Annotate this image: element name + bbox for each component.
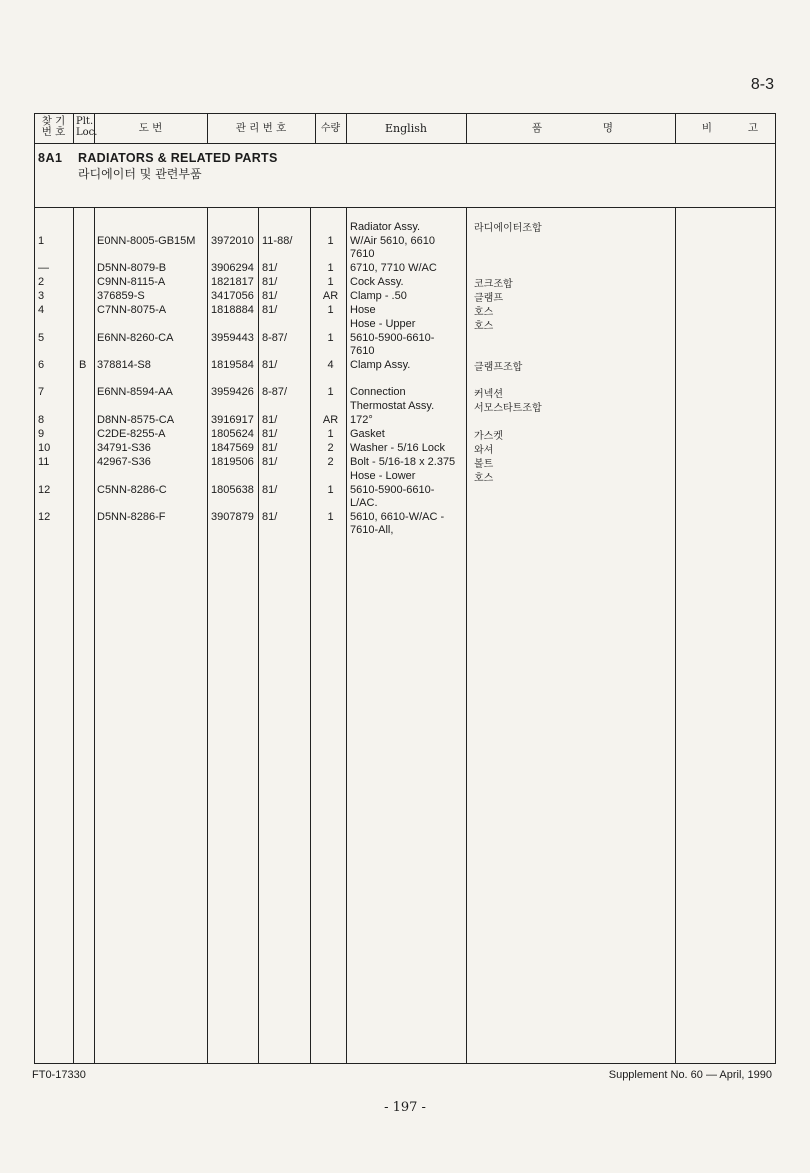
english-desc: Connection xyxy=(350,386,406,398)
korean-desc: 호스 xyxy=(474,321,494,332)
effective-date: 81/ xyxy=(262,359,278,371)
effective-date: 8-87/ xyxy=(262,332,288,344)
mgmt-no: 1805638 xyxy=(211,484,254,496)
header-korean-1: 품 xyxy=(531,122,543,134)
col-divider xyxy=(675,113,676,143)
part-no: C2DE-8255-A xyxy=(97,428,166,440)
english-desc: Clamp - .50 xyxy=(350,290,407,302)
ref-no: 10 xyxy=(38,442,51,454)
header-plt-line2: Loc. xyxy=(76,127,98,138)
quantity: 1 xyxy=(327,511,334,523)
col-divider xyxy=(207,207,208,1064)
quantity: 1 xyxy=(327,332,334,344)
english-desc: 172° xyxy=(350,414,373,426)
mgmt-no: 3417056 xyxy=(211,290,254,302)
quantity: 1 xyxy=(327,262,334,274)
english-desc: Cock Assy. xyxy=(350,276,404,288)
english-desc: 5610-5900-6610- xyxy=(350,332,435,344)
mgmt-no: 1847569 xyxy=(211,442,254,454)
header-english: English xyxy=(385,122,427,135)
col-divider xyxy=(346,207,347,1064)
mgmt-no: 1805624 xyxy=(211,428,254,440)
ref-no: 2 xyxy=(38,276,45,288)
header-ref-line1: 찾 기 xyxy=(41,115,66,127)
english-desc: 7610 xyxy=(350,248,375,260)
english-desc: 6710, 7710 W/AC xyxy=(350,262,437,274)
mgmt-no: 1819584 xyxy=(211,359,254,371)
quantity: 1 xyxy=(327,235,334,247)
section-title-ko: 라디에이터 및 관련부품 xyxy=(78,167,202,181)
part-no: 378814-S8 xyxy=(97,359,151,371)
col-divider xyxy=(258,207,259,1064)
english-desc: Radiator Assy. xyxy=(350,221,421,233)
col-divider xyxy=(73,113,74,143)
effective-date: 81/ xyxy=(262,484,278,496)
section-code: 8A1 xyxy=(38,151,63,165)
part-no: 376859-S xyxy=(97,290,145,302)
effective-date: 81/ xyxy=(262,304,278,316)
header-remarks-2: 고 xyxy=(747,122,759,134)
english-desc: 5610, 6610-W/AC - xyxy=(350,511,445,523)
part-no: E6NN-8594-AA xyxy=(97,386,173,398)
effective-date: 81/ xyxy=(262,290,278,302)
ref-no: 7 xyxy=(38,386,45,398)
mgmt-no: 3972010 xyxy=(211,235,254,247)
ref-no: — xyxy=(38,262,49,274)
parts-table xyxy=(34,113,776,1064)
section-title-en: RADIATORS & RELATED PARTS xyxy=(78,151,278,165)
korean-desc: 서모스타트조합 xyxy=(474,403,542,414)
mgmt-no: 3916917 xyxy=(211,414,254,426)
col-divider xyxy=(73,207,74,1064)
quantity: 2 xyxy=(327,456,334,468)
korean-desc: 볼트 xyxy=(474,459,494,470)
header-divider xyxy=(34,143,776,144)
ref-no: 6 xyxy=(38,359,45,371)
korean-desc: 호스 xyxy=(474,307,494,318)
ref-no: 12 xyxy=(38,484,51,496)
korean-desc: 와셔 xyxy=(474,445,494,456)
korean-desc: 라디에이터조합 xyxy=(474,223,542,234)
part-no: D8NN-8575-CA xyxy=(97,414,175,426)
korean-desc: 코크조합 xyxy=(474,279,513,290)
ref-no: 4 xyxy=(38,304,45,316)
part-no: E0NN-8005-GB15M xyxy=(97,235,196,247)
ref-no: 5 xyxy=(38,332,45,344)
part-no: 42967-S36 xyxy=(97,456,151,468)
quantity: 1 xyxy=(327,304,334,316)
effective-date: 81/ xyxy=(262,511,278,523)
ref-no: 1 xyxy=(38,235,45,247)
english-desc: 5610-5900-6610- xyxy=(350,484,435,496)
mgmt-no: 1818884 xyxy=(211,304,254,316)
col-divider xyxy=(94,207,95,1064)
plant-loc: B xyxy=(79,359,87,371)
ref-no: 9 xyxy=(38,428,45,440)
form-code: FT0-17330 xyxy=(32,1069,86,1081)
effective-date: 81/ xyxy=(262,276,278,288)
effective-date: 81/ xyxy=(262,262,278,274)
header-part-no: 도 번 xyxy=(138,122,163,134)
part-no: E6NN-8260-CA xyxy=(97,332,174,344)
folio-page-number: - 197 - xyxy=(384,1100,426,1115)
english-desc: Washer - 5/16 Lock xyxy=(350,442,445,454)
mgmt-no: 3959426 xyxy=(211,386,254,398)
col-divider xyxy=(310,207,311,1064)
english-desc: W/Air 5610, 6610 xyxy=(350,235,435,247)
quantity: 1 xyxy=(327,386,334,398)
english-desc: Bolt - 5/16-18 x 2.375 xyxy=(350,456,456,468)
english-desc: L/AC. xyxy=(350,497,378,509)
quantity: 1 xyxy=(327,276,334,288)
part-no: C9NN-8115-A xyxy=(97,276,166,288)
mgmt-no: 3906294 xyxy=(211,262,254,274)
part-no: C5NN-8286-C xyxy=(97,484,167,496)
ref-no: 3 xyxy=(38,290,45,302)
col-divider xyxy=(675,207,676,1064)
ref-no: 8 xyxy=(38,414,45,426)
korean-desc: 호스 xyxy=(474,473,494,484)
header-korean-2: 명 xyxy=(602,122,614,134)
korean-desc: 클램프조합 xyxy=(474,362,523,373)
section-divider xyxy=(34,207,776,208)
korean-desc: 클램프 xyxy=(474,293,503,304)
quantity: 1 xyxy=(327,484,334,496)
effective-date: 81/ xyxy=(262,414,278,426)
ref-no: 11 xyxy=(38,456,50,468)
english-desc: Thermostat Assy. xyxy=(350,400,435,412)
quantity: 1 xyxy=(327,428,334,440)
english-desc: Clamp Assy. xyxy=(350,359,411,371)
quantity: 2 xyxy=(327,442,334,454)
ref-no: 12 xyxy=(38,511,51,523)
part-no: D5NN-8079-B xyxy=(97,262,167,274)
supplement-note: Supplement No. 60 — April, 1990 xyxy=(608,1069,772,1081)
quantity: AR xyxy=(322,290,339,302)
header-qty: 수량 xyxy=(320,123,341,134)
col-divider xyxy=(466,113,467,143)
effective-date: 81/ xyxy=(262,428,278,440)
effective-date: 11-88/ xyxy=(262,235,293,247)
mgmt-no: 1821817 xyxy=(211,276,254,288)
mgmt-no: 3959443 xyxy=(211,332,254,344)
effective-date: 8-87/ xyxy=(262,386,288,398)
quantity: AR xyxy=(322,414,339,426)
header-remarks-1: 비 xyxy=(701,122,713,134)
korean-desc: 가스켓 xyxy=(474,431,503,442)
mgmt-no: 1819506 xyxy=(211,456,254,468)
english-desc: 7610-All, xyxy=(350,524,394,536)
col-divider xyxy=(466,207,467,1064)
english-desc: 7610 xyxy=(350,345,375,357)
header-ref-line2: 번 호 xyxy=(41,126,66,138)
header-plt-line1: Plt. xyxy=(76,116,94,127)
quantity: 4 xyxy=(327,359,334,371)
english-desc: Hose - Upper xyxy=(350,318,416,330)
korean-desc: 커넥션 xyxy=(474,389,503,400)
english-desc: Hose xyxy=(350,304,376,316)
english-desc: Hose - Lower xyxy=(350,470,416,482)
header-mgmt-no: 관 리 번 호 xyxy=(235,122,287,134)
part-no: 34791-S36 xyxy=(97,442,151,454)
effective-date: 81/ xyxy=(262,456,278,468)
page-number: 8-3 xyxy=(750,76,774,93)
effective-date: 81/ xyxy=(262,442,278,454)
mgmt-no: 3907879 xyxy=(211,511,254,523)
part-no: D5NN-8286-F xyxy=(97,511,166,523)
part-no: C7NN-8075-A xyxy=(97,304,167,316)
header-ref-no xyxy=(34,116,73,138)
english-desc: Gasket xyxy=(350,428,385,440)
